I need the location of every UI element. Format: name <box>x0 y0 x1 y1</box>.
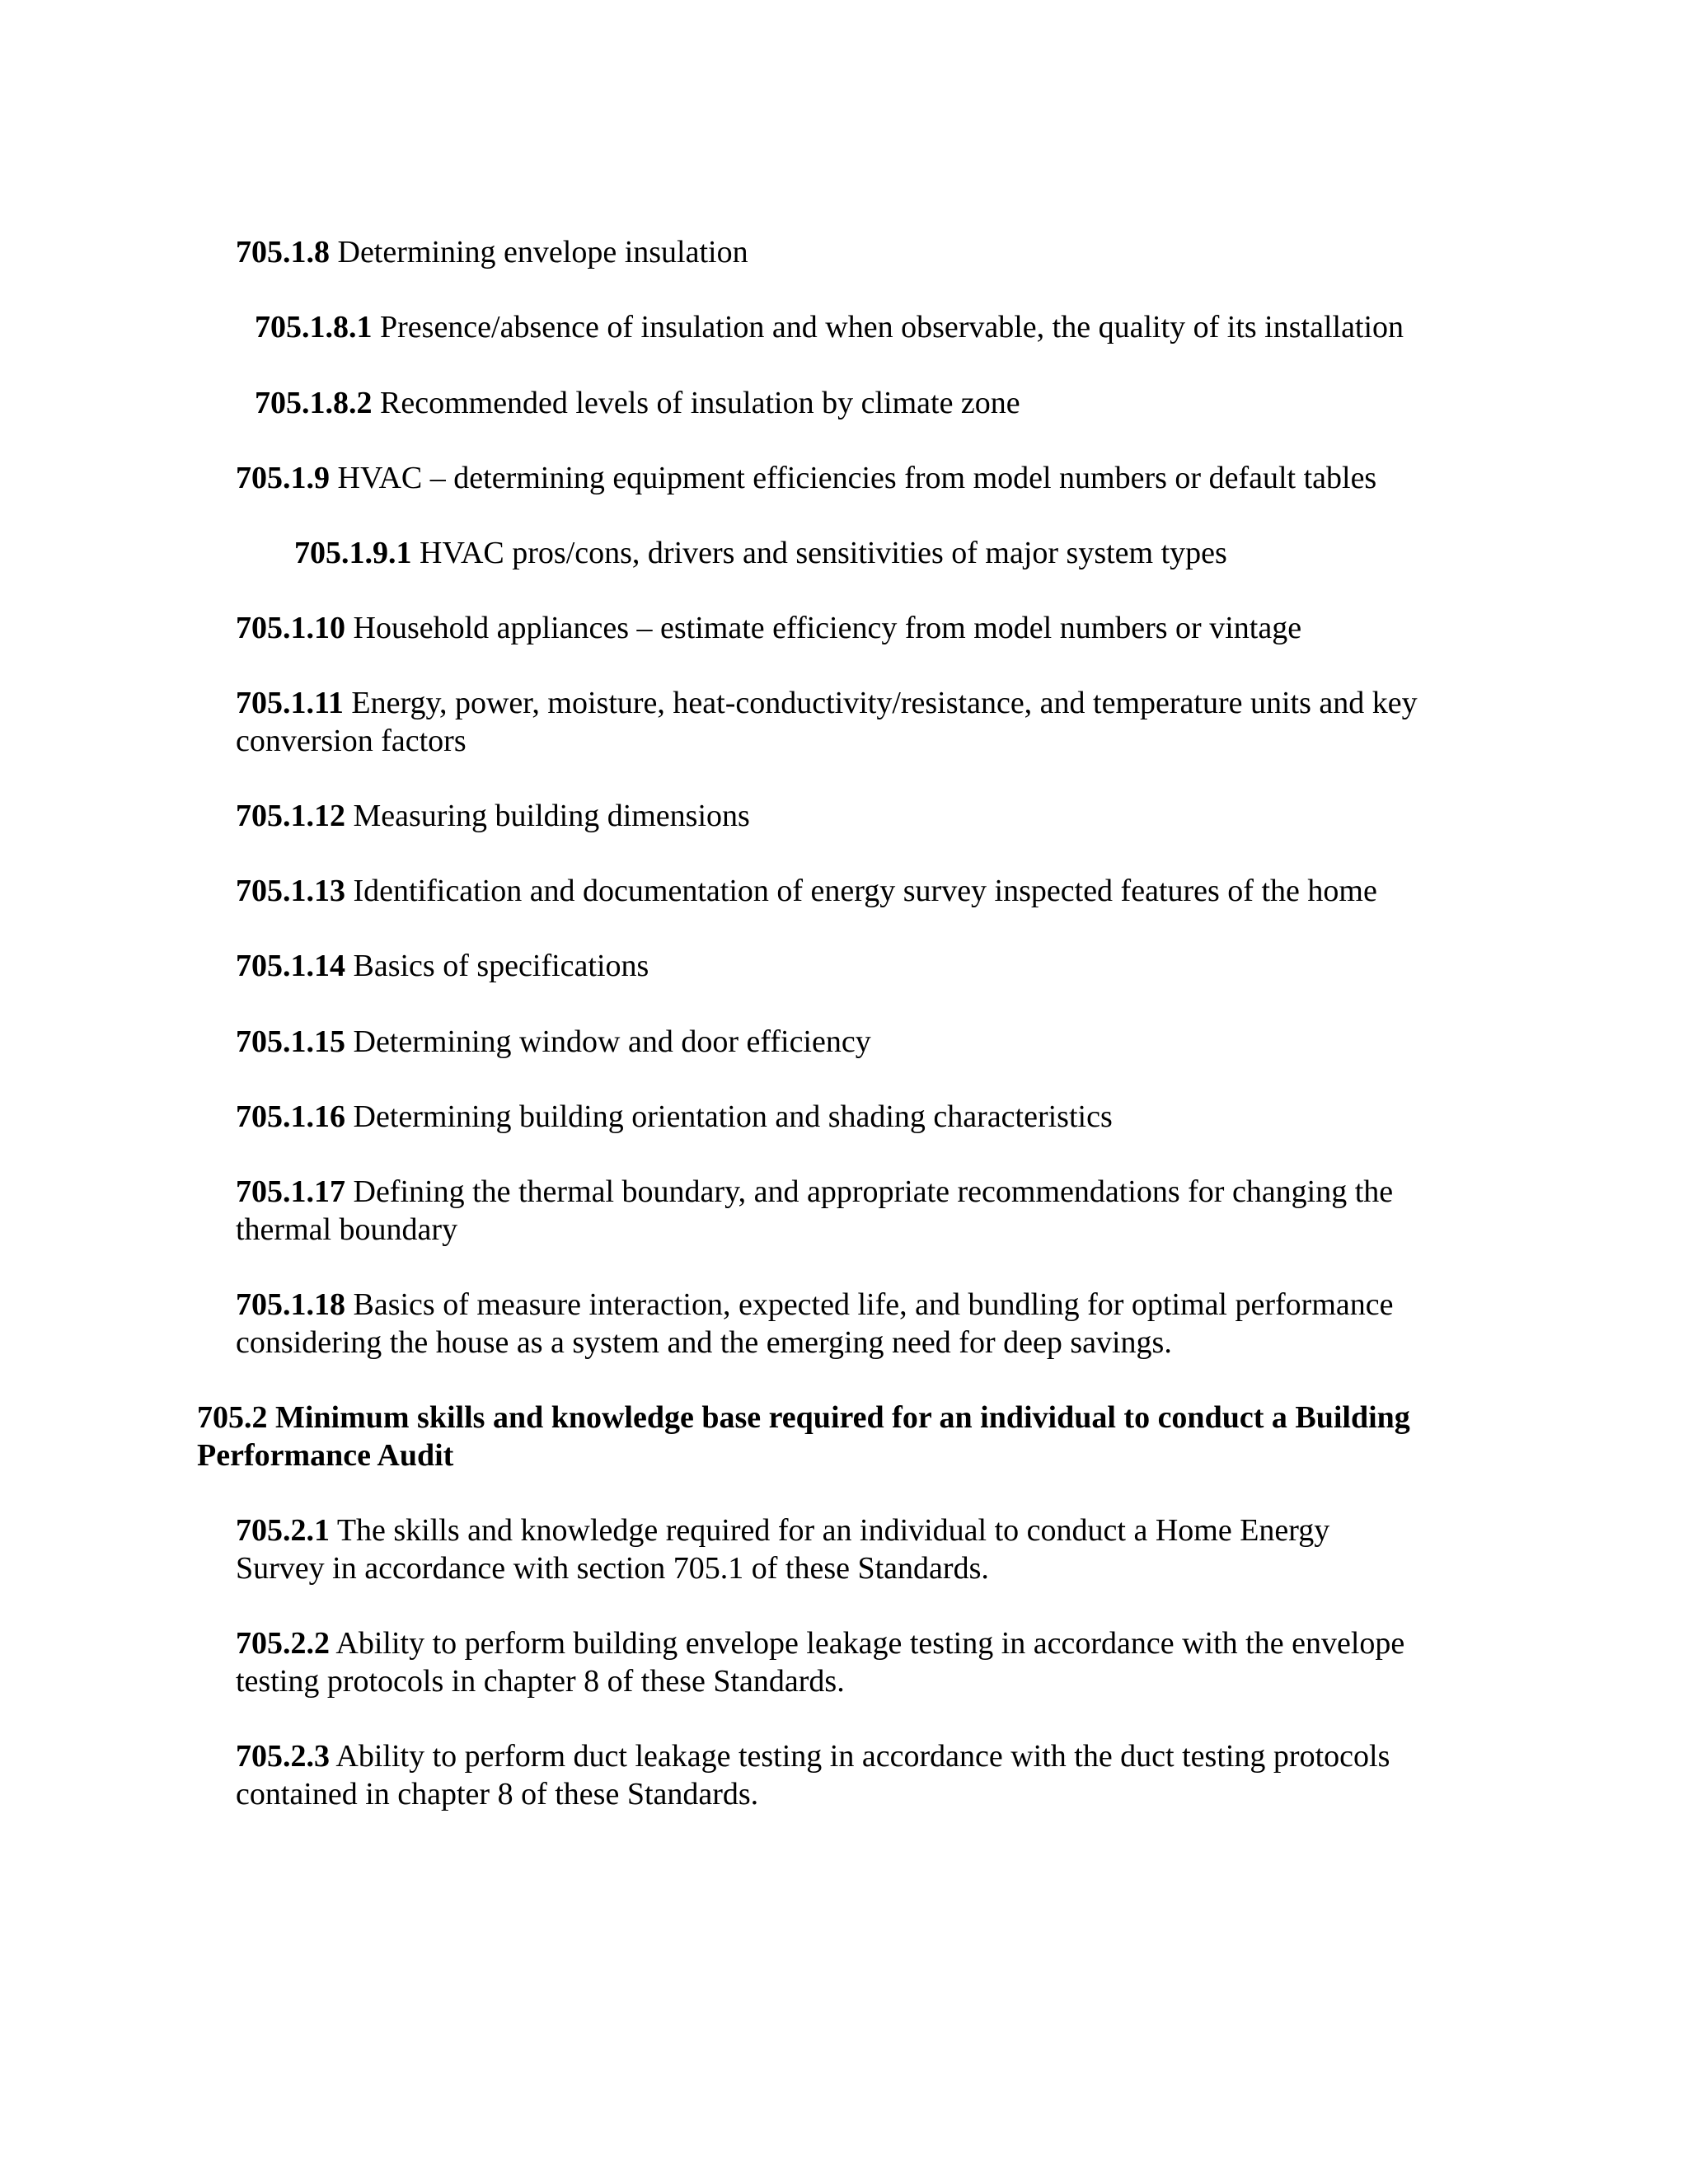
item-number: 705.2.2 <box>236 1626 330 1661</box>
item-text: Ability to perform building envelope leakage testing in accordance with the envelope <box>330 1626 1405 1661</box>
section-heading-line2: Performance Audit <box>197 1438 454 1473</box>
item-text: Recommended levels of insulation by climate zone <box>372 386 1020 420</box>
item-text: Defining the thermal boundary, and appropriate recommendations for changing the <box>345 1174 1394 1209</box>
item-text-continued: testing protocols in chapter 8 of these Standards. <box>236 1664 845 1699</box>
item-705-1-14 <box>236 947 649 985</box>
item-705-1-11 <box>236 684 1418 760</box>
item-text: Basics of measure interaction, expected life, and bundling for optimal performance <box>345 1287 1394 1322</box>
item-number: 705.1.17 <box>236 1174 345 1209</box>
item-number: 705.2.3 <box>236 1739 330 1774</box>
item-text-continued: conversion factors <box>236 724 467 758</box>
item-text: Presence/absence of insulation and when observable, the quality of its installation <box>372 310 1404 344</box>
item-text: The skills and knowledge required for an individual to conduct a Home Energy <box>330 1513 1330 1548</box>
item-text: Ability to perform duct leakage testing in accordance with the duct testing protocols <box>330 1739 1390 1774</box>
item-text-continued: contained in chapter 8 of these Standards. <box>236 1777 759 1811</box>
item-705-1-9 <box>236 459 1376 497</box>
item-number: 705.1.8 <box>236 235 330 269</box>
item-text: Household appliances – estimate efficiency from model numbers or vintage <box>345 611 1302 645</box>
item-text: Determining envelope insulation <box>330 235 748 269</box>
item-705-1-8-1 <box>255 308 1404 346</box>
item-705-1-16 <box>236 1098 1113 1136</box>
item-number: 705.1.15 <box>236 1024 345 1059</box>
item-number: 705.1.11 <box>236 686 344 720</box>
item-number: 705.2.1 <box>236 1513 330 1548</box>
item-number: 705.1.8.1 <box>255 310 373 344</box>
item-705-2-3 <box>236 1737 1390 1813</box>
item-number: 705.1.16 <box>236 1099 345 1134</box>
item-text: Measuring building dimensions <box>345 799 750 833</box>
item-705-1-9-1 <box>294 534 1227 572</box>
item-text: HVAC – determining equipment efficiencies from model numbers or default tables <box>330 461 1377 495</box>
item-705-1-15 <box>236 1023 871 1061</box>
item-text: Identification and documentation of energy survey inspected features of the home <box>345 874 1377 908</box>
item-number: 705.1.13 <box>236 874 345 908</box>
item-705-1-17 <box>236 1173 1393 1249</box>
item-705-2-2 <box>236 1624 1404 1700</box>
item-text: HVAC pros/cons, drivers and sensitivities of major system types <box>411 536 1227 570</box>
item-text-continued: Survey in accordance with section 705.1 of these Standards. <box>236 1551 989 1586</box>
item-text: Basics of specifications <box>345 949 649 983</box>
item-705-1-12 <box>236 797 750 835</box>
item-705-1-8-2 <box>255 384 1020 422</box>
item-705-1-13 <box>236 872 1377 910</box>
item-number: 705.1.12 <box>236 799 345 833</box>
item-text-continued: thermal boundary <box>236 1212 458 1247</box>
item-705-1-8 <box>236 233 748 271</box>
item-705-1-10 <box>236 609 1301 647</box>
section-heading-705-2 <box>197 1399 1410 1474</box>
item-number: 705.1.8.2 <box>255 386 373 420</box>
item-text: Determining building orientation and shading characteristics <box>345 1099 1113 1134</box>
section-heading-line1: 705.2 Minimum skills and knowledge base required for an individual to conduct a Building <box>197 1400 1410 1435</box>
item-705-2-1 <box>236 1511 1329 1587</box>
item-number: 705.1.10 <box>236 611 345 645</box>
item-number: 705.1.18 <box>236 1287 345 1322</box>
item-text: Energy, power, moisture, heat-conductivity/resistance, and temperature units and key <box>343 686 1418 720</box>
item-number: 705.1.9 <box>236 461 330 495</box>
item-number: 705.1.9.1 <box>294 536 412 570</box>
item-705-1-18 <box>236 1286 1393 1361</box>
item-text-continued: considering the house as a system and the emerging need for deep savings. <box>236 1325 1172 1360</box>
item-text: Determining window and door efficiency <box>345 1024 871 1059</box>
item-number: 705.1.14 <box>236 949 345 983</box>
